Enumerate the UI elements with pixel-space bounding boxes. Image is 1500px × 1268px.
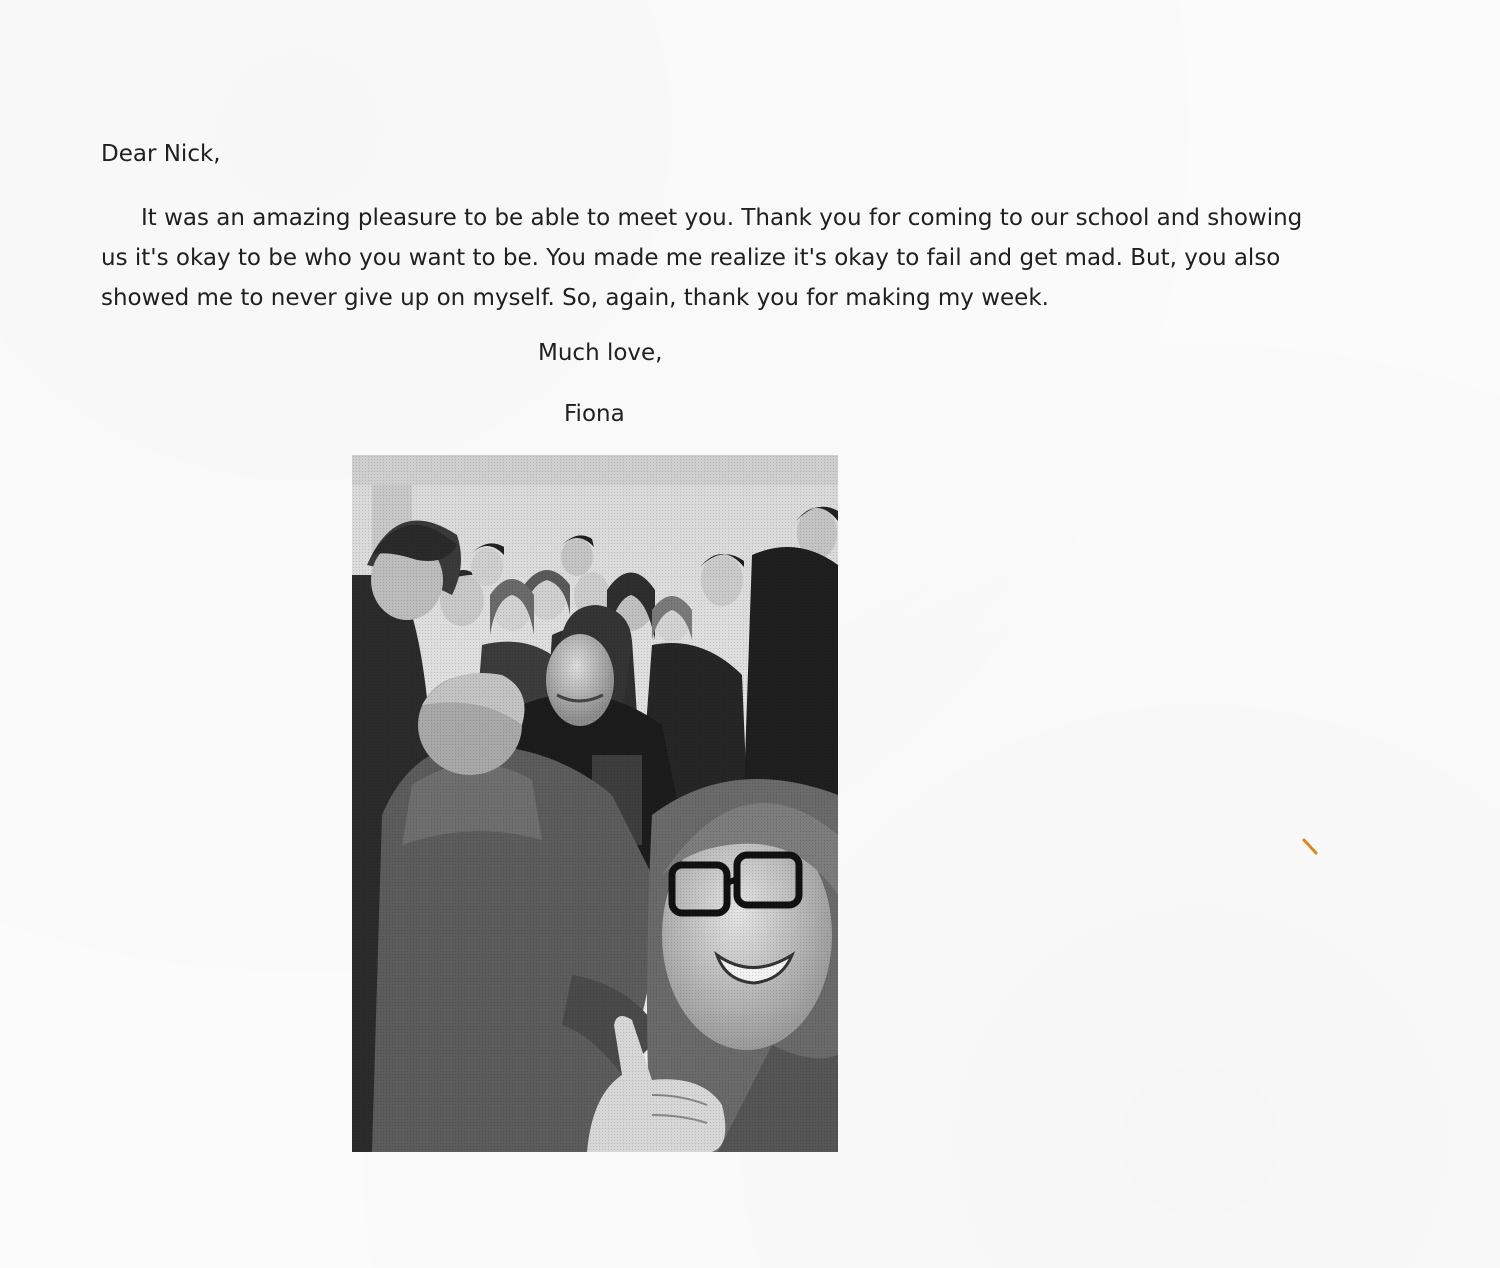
paper-speck — [1302, 838, 1318, 856]
body-line-3: showed me to never give up on myself. So, again, thank you for making my week. — [101, 285, 1049, 311]
signature: Fiona — [564, 401, 625, 427]
body-line-1: It was an amazing pleasure to be able to meet you. Thank you for coming to our school and showing — [141, 205, 1303, 231]
body-line-2: us it's okay to be who you want to be. You made me realize it's okay to fail and get mad. But, you also — [101, 245, 1281, 271]
group-selfie-photo — [352, 455, 838, 1152]
letter-body — [101, 198, 1371, 318]
greeting: Dear Nick, — [101, 141, 221, 167]
closing: Much love, — [538, 340, 663, 366]
